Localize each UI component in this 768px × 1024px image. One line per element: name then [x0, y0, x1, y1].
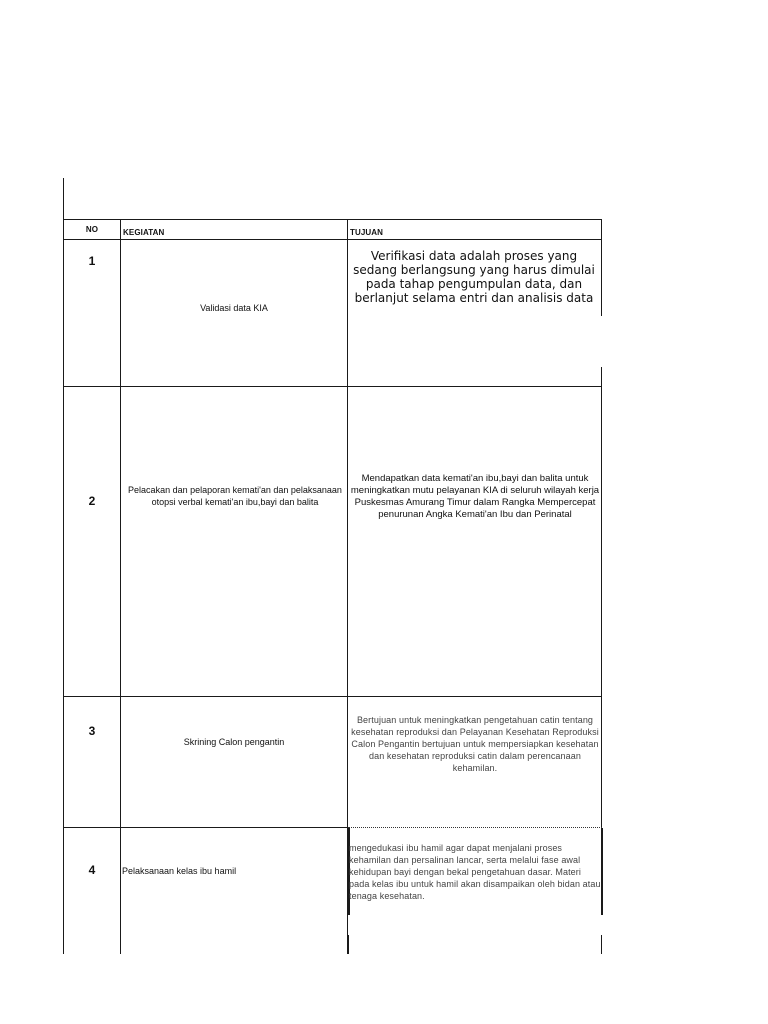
- row-2-kegiatan: Pelacakan dan pelaporan kemati'an dan pelaksanaan otopsi verbal kemati'an ibu,bayi dan balita: [128, 485, 342, 507]
- header-kegiatan: KEGIATAN: [123, 228, 165, 237]
- table-left-border: [63, 178, 64, 954]
- row-divider: [63, 696, 602, 697]
- row-4-tujuan: mengedukasi ibu hamil agar dapat menjalani proses kehamilan dan persalinan lancar, serta melalui fase awal kehidupan bayi dengan bekal pengetahuan dasar. Materi pada kelas ibu untuk hamil akan disampaikan oleh bidan atau tenaga kesehatan.: [349, 843, 601, 901]
- row-4-number: 4: [88, 863, 96, 877]
- header-no: NO: [85, 225, 99, 234]
- header-bottom-border: [63, 239, 602, 240]
- row-3-tujuan: Bertujuan untuk meningkatkan pengetahuan catin tentang kesehatan reproduksi dan Pelayanan Kesehatan Reproduksi Calon Pengantin bertujuan untuk mempersiapkan kesehatan dan kesehatan reproduksi catin dalam perencanaan kehamilan.: [351, 715, 599, 773]
- row-divider-dotted: [348, 827, 602, 828]
- table-top-border: [63, 219, 602, 220]
- header-tujuan: TUJUAN: [350, 228, 384, 237]
- cell-border-fragment: [348, 935, 349, 954]
- row-2-number: 2: [88, 494, 96, 508]
- column-divider-no-kegiatan: [120, 219, 121, 954]
- row-1-number: 1: [88, 254, 96, 268]
- row-2-tujuan: Mendapatkan data kemati'an ibu,bayi dan balita untuk meningkatkan mutu pelayanan KIA di seluruh wilayah kerja Puskesmas Amurang Timur dalam Rangka Mempercepat penurunan Angka Kemati'an Ibu dan Perinatal: [350, 473, 600, 520]
- table-right-border: [601, 219, 602, 316]
- row-3-number: 3: [88, 724, 96, 738]
- row-1-tujuan: Verifikasi data adalah proses yang sedang berlangsung yang harus dimulai pada tahap pengumpulan data, dan berlanjut selama entri dan analisis data: [353, 249, 595, 305]
- row-1-kegiatan: Validasi data KIA: [200, 303, 268, 313]
- table-right-border: [601, 935, 602, 954]
- table-right-border: [601, 367, 602, 827]
- row-4-kegiatan: Pelaksanaan kelas ibu hamil: [122, 866, 237, 876]
- row-3-kegiatan: Skrining Calon pengantin: [183, 737, 285, 747]
- table-right-border: [601, 828, 603, 915]
- row-divider: [63, 827, 348, 828]
- row-divider: [63, 386, 602, 387]
